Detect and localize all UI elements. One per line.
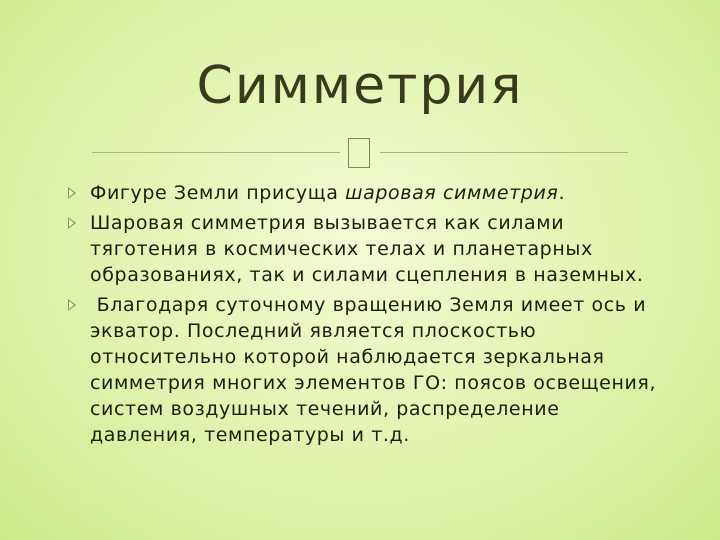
bullet-item-3 — [62, 292, 672, 448]
title-divider-right — [380, 152, 628, 153]
bullet-text: Шаровая симметрия вызывается как силами тяготения в космических телах и планетарных образованиях, так и силами сцепления в наземных. — [90, 212, 644, 286]
bullet-text-end: . — [558, 182, 566, 204]
slide-title: Симметрия — [196, 56, 524, 116]
bullet-text: Фигуре Земли присуща — [90, 182, 346, 204]
arrow-bullet-icon — [68, 299, 76, 311]
bullet-item-2 — [62, 210, 672, 288]
arrow-bullet-icon — [68, 187, 76, 199]
bullet-list — [62, 180, 672, 452]
square-ornament-icon — [348, 138, 370, 168]
title-divider-left — [92, 152, 340, 153]
bullet-item-1 — [62, 180, 672, 206]
arrow-bullet-icon — [68, 217, 76, 229]
bullet-text: Благодаря суточному вращению Земля имеет ось и экватор. Последний является плоскостью относительно которой наблюдается зеркальная симметрия многих элементов ГО: поясов освещения, систем воздушных течений, распределение давления, температуры и т.д. — [90, 294, 663, 446]
bullet-emphasis: шаровая симметрия — [345, 182, 559, 204]
